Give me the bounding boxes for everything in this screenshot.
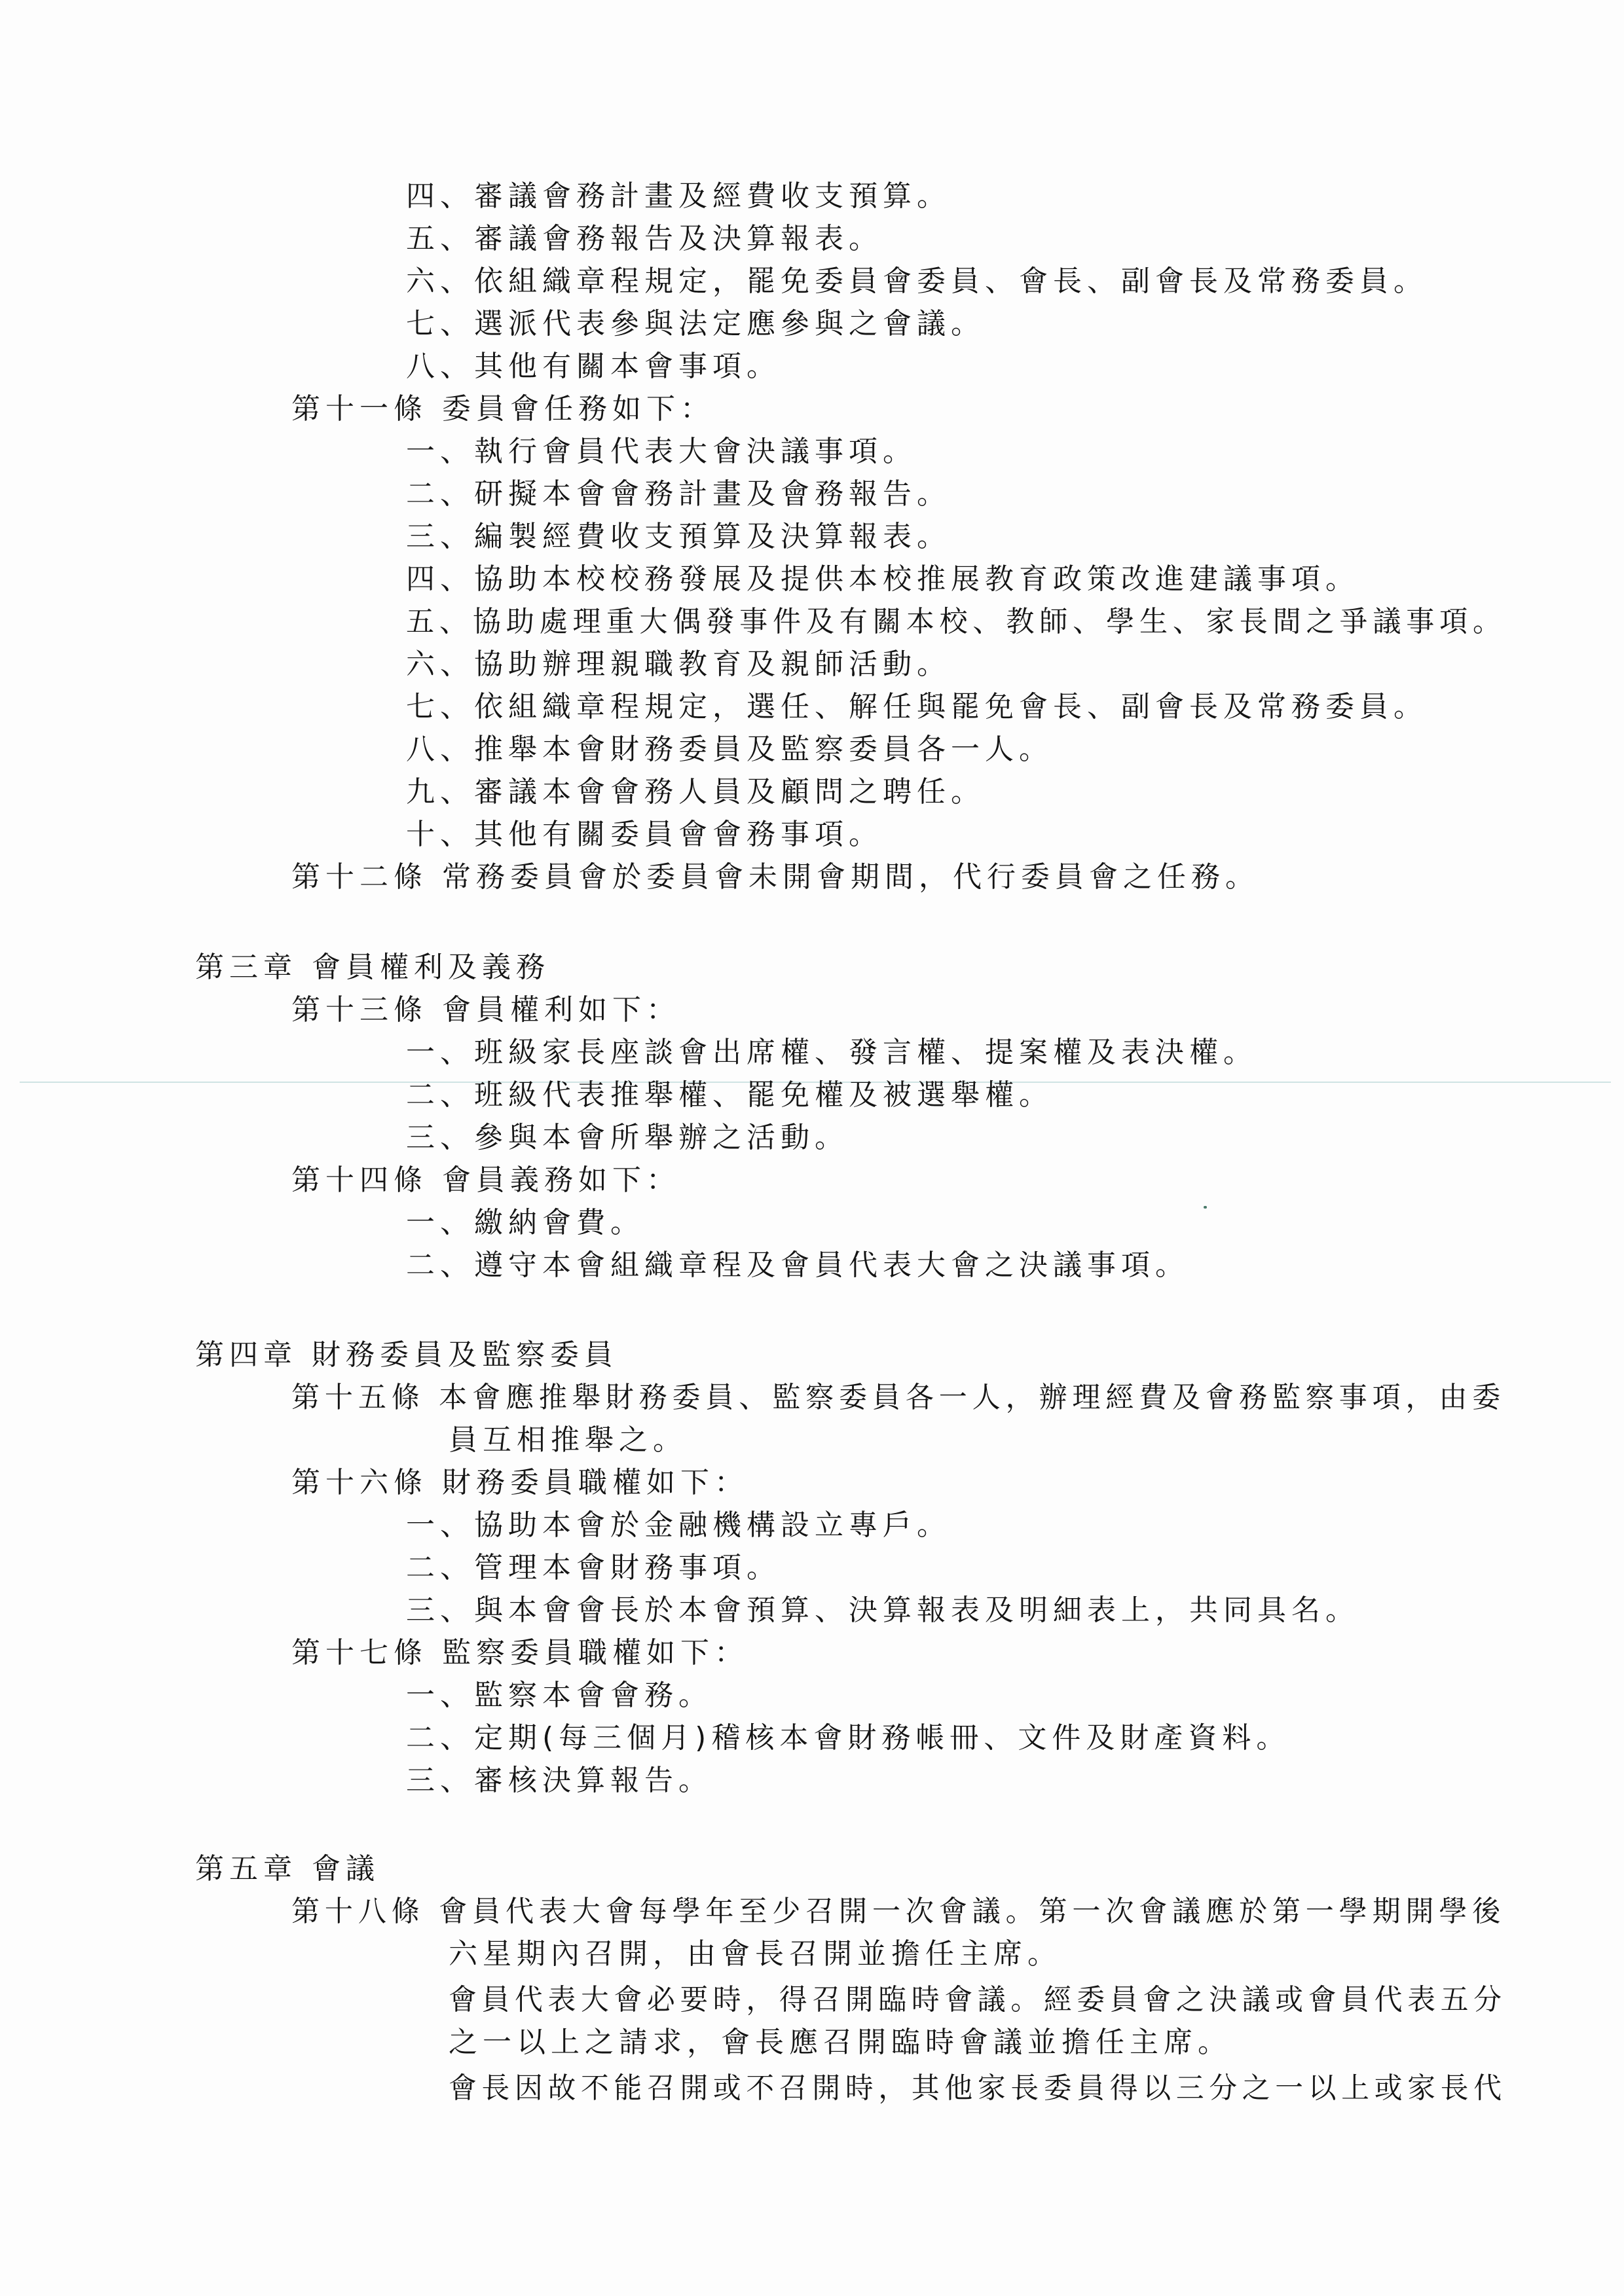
article10-item-6: 六、依組織章程規定，罷免委員會委員、會長、副會長及常務委員。 [406,264,1428,298]
article17-item-1: 一、監察本會會務。 [406,1679,712,1712]
article18-line1: 第十八條 會員代表大會每學年至少召開一次會議。第一次會議應於第一學期開學後 [291,1895,1506,1928]
article14-item-2: 二、遵守本會組織章程及會員代表大會之決議事項。 [406,1248,1189,1282]
article16-item-2: 二、管理本會財務事項。 [406,1551,781,1584]
article13-title: 第十三條 會員權利如下： [291,993,680,1027]
article13-item-3: 三、參與本會所舉辦之活動。 [406,1121,849,1154]
article18-line4: 之一以上之請求，會長應召開臨時會議並擔任主席。 [449,2026,1232,2059]
article16-item-1: 一、協助本會於金融機構設立專戶。 [406,1508,951,1542]
article11-item-7: 七、依組織章程規定，選任、解任與罷免會長、副會長及常務委員。 [406,690,1428,723]
article14-item-1: 一、繳納會費。 [406,1206,644,1239]
article11-item-1: 一、執行會員代表大會決議事項。 [406,435,917,468]
article10-item-4: 四、審議會務計畫及經費收支預算。 [406,179,951,213]
scan-speck [1204,1206,1207,1209]
article11-item-8: 八、推舉本會財務委員及監察委員各一人。 [406,733,1053,766]
article18-line2: 六星期內召開，由會長召開並擔任主席。 [449,1937,1061,1971]
article11-item-5: 五、協助處理重大偶發事件及有關本校、教師、學生、家長間之爭議事項。 [406,605,1506,638]
article18-line5: 會長因故不能召開或不召開時，其他家長委員得以三分之一以上或家長代 [449,2071,1507,2105]
chapter3-title: 第三章 會員權利及義務 [195,951,550,984]
article16-title: 第十六條 財務委員職權如下： [291,1466,748,1499]
article17-item-2: 二、定期(每三個月)稽核本會財務帳冊、文件及財產資料。 [406,1721,1291,1755]
article11-item-2: 二、研擬本會會務計畫及會務報告。 [406,477,951,511]
article15-line1: 第十五條 本會應推舉財務委員、監察委員各一人，辦理經費及會務監察事項，由委 [291,1381,1506,1414]
article17-item-3: 三、審核決算報告。 [406,1764,712,1797]
article11-item-9: 九、審議本會會務人員及顧問之聘任。 [406,775,985,809]
article11-item-10: 十、其他有關委員會會務事項。 [406,818,883,851]
article11-item-3: 三、編製經費收支預算及決算報表。 [406,520,951,553]
article17-title: 第十七條 監察委員職權如下： [291,1636,748,1669]
article13-item-1: 一、班級家長座談會出席權、發言權、提案權及表決權。 [406,1036,1257,1069]
article13-item-2: 二、班級代表推舉權、罷免權及被選舉權。 [406,1078,1053,1112]
article10-item-5: 五、審議會務報告及決算報表。 [406,222,883,255]
chapter4-title: 第四章 財務委員及監察委員 [195,1338,618,1372]
article11-item-6: 六、協助辦理親職教育及親師活動。 [406,647,951,681]
article18-line3: 會員代表大會必要時，得召開臨時會議。經委員會之決議或會員代表五分 [449,1983,1507,2016]
article11-title: 第十一條 委員會任務如下： [291,392,714,426]
article15-line2: 員互相推舉之。 [449,1423,687,1457]
article10-item-7: 七、選派代表參與法定應參與之會議。 [406,307,985,340]
article12: 第十二條 常務委員會於委員會未開會期間，代行委員會之任務。 [291,860,1259,894]
article11-item-4: 四、協助本校校務發展及提供本校推展教育政策改進建議事項。 [406,562,1359,596]
article14-title: 第十四條 會員義務如下： [291,1163,680,1197]
article16-item-3: 三、與本會會長於本會預算、決算報表及明細表上，共同具名。 [406,1594,1359,1627]
chapter5-title: 第五章 會議 [195,1852,380,1886]
article10-item-8: 八、其他有關本會事項。 [406,350,781,383]
